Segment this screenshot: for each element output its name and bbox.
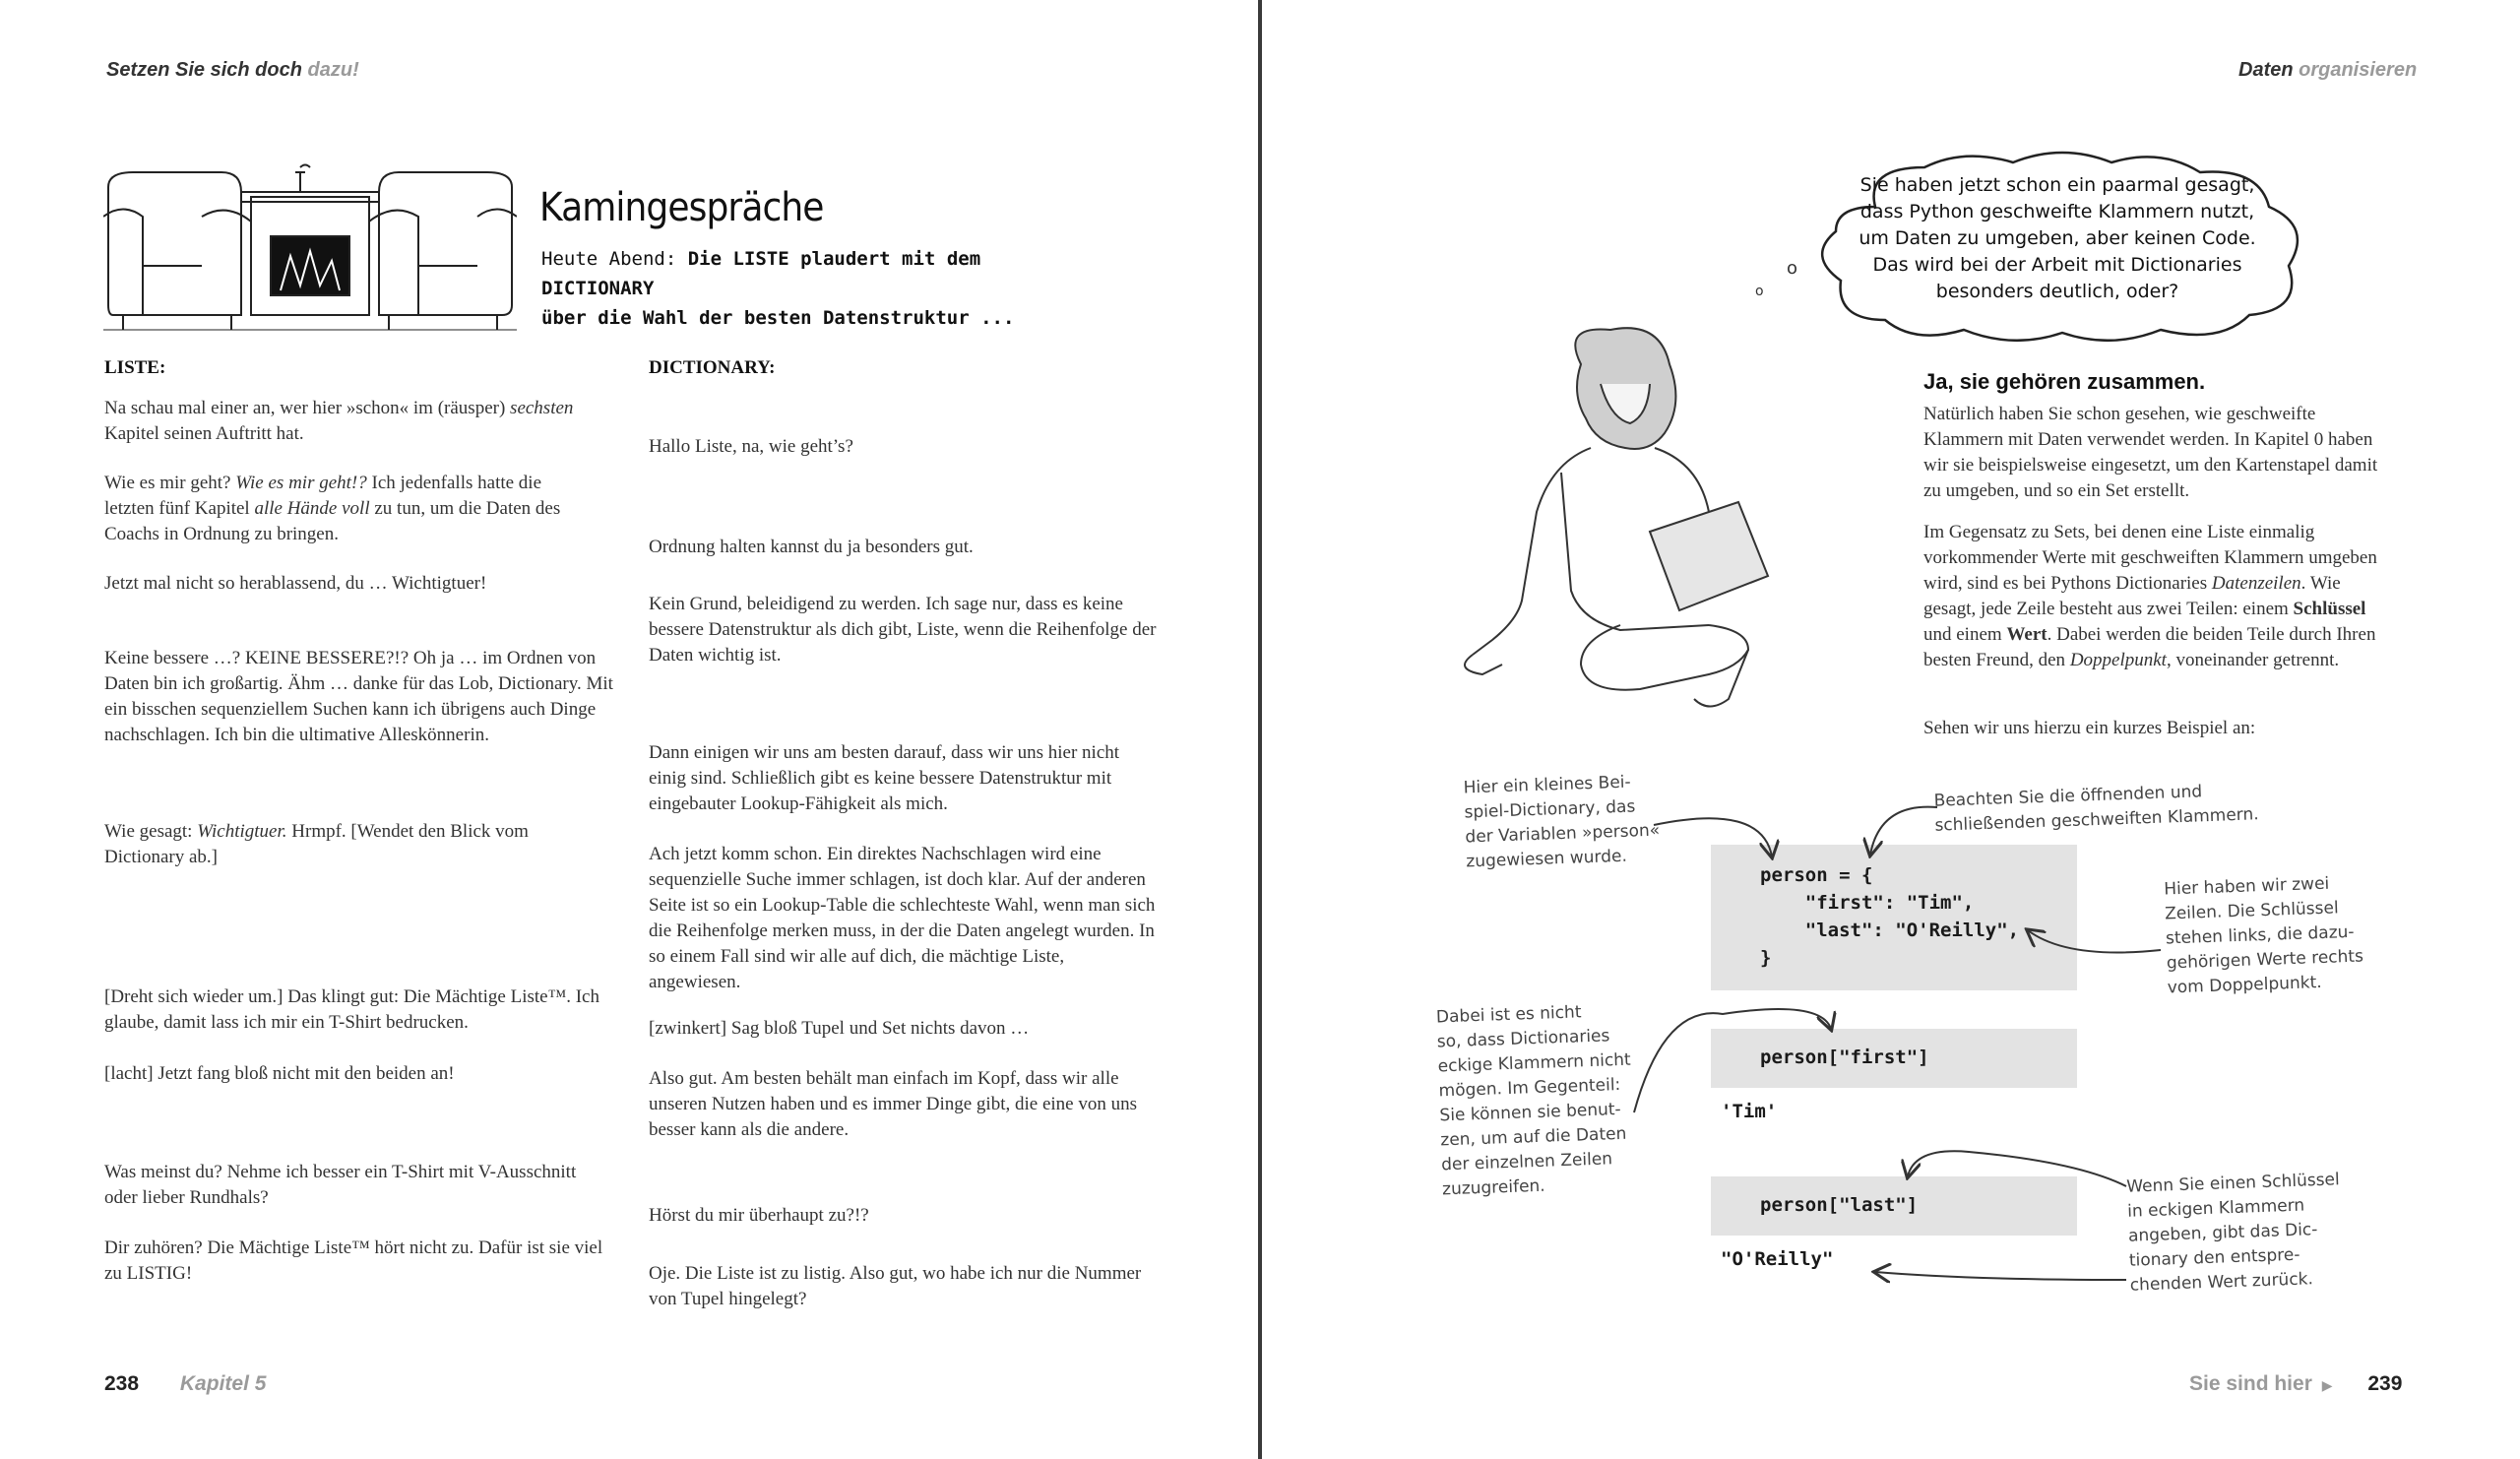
dictionary-speech: Ach jetzt komm schon. Ein direktes Nachschlagen wird eine sequenzielle Suche immer schlagen, ist doch klar. Auf der anderen Seite ist so ein Lookup-Table die schlechteste Wahl, wenn man sich die Reihenfolge merken muss, in der die Daten angelegt wurden. In so einem Fall sind wir alle auf dich, die mächtige Liste, angewiesen. [649,844,1156,992]
code-output-first: 'Tim' [1721,1101,1778,1122]
list-column-heading: LISTE: [104,357,166,378]
code-line: "last": "O'Reilly", [1760,920,2020,941]
thought-bubble-text: Sie haben jetzt schon ein paarmal gesagt, dass Python geschweifte Klammern nutzt, um Daten zu umgeben, aber keinen Code. Das wird bei der Arbeit mit Dictionaries besonders deutlich, oder? [1858,174,2256,302]
code-line: person["last"] [1760,1194,1919,1216]
footer-left [104,1372,266,1396]
annotation-key-lookup: Wenn Sie einen Schlüssel in eckigen Klammern angeben, gibt das Dic- tionary den entspre- chenden Wert zurück. [2125,1170,2341,1296]
list-speech: Na schau mal einer an, wer hier »schon« im (räusper) sechsten Kapitel seinen Auftritt hat. [104,398,574,444]
running-head-muted: organisieren [2299,59,2418,81]
list-speech: Jetzt mal nicht so herablassend, du … Wichtigtuer! [104,573,487,594]
dictionary-speech: Dann einigen wir uns am besten darauf, dass wir uns hier nicht einig sind. Schließlich gibt es keine bessere Datenstruktur mit eingebauter Lookup-Fähigkeit als mich. [649,742,1120,814]
dictionary-speech: Oje. Die Liste ist zu listig. Also gut, wo habe ich nur die Nummer von Tupel hingelegt? [649,1263,1142,1309]
list-speech: [lacht] Jetzt fang bloß nicht mit den beiden an! [104,1063,455,1084]
fireside-sub-line2: über die Wahl der besten Datenstruktur ... [541,307,1015,329]
code-line: person = { [1760,864,1873,886]
dictionary-speech: Hörst du mir überhaupt zu?!? [649,1205,869,1226]
dictionary-speech: Ordnung halten kannst du ja besonders gut. [649,537,974,557]
book-spine [1258,0,1262,1459]
body-paragraph: Im Gegensatz zu Sets, bei denen eine Liste einmalig vorkommender Werte mit geschweiften Klammern umgeben wird, sind es bei Pythons Dictionaries Datenzeilen. Wie gesagt, jede Zeile besteht aus zwei Teilen: einem Schlüssel und einem Wert. Dabei werden die beiden Teile durch Ihren besten Freund, den Doppelpunkt, voneinander getrennt. [1923,522,2377,670]
running-head-left [106,59,359,82]
code-block-dict [1711,845,2077,990]
you-are-here-link[interactable]: Sie sind hier [2189,1372,2312,1395]
page-number-right: 239 [2367,1372,2403,1395]
running-head-right [2238,59,2417,82]
code-line: } [1760,947,1772,969]
list-speech: [Dreht sich wieder um.] Das klingt gut: Die Mächtige Liste™. Ich glaube, damit lass ich mir ein T-Shirt bedrucken. [104,986,599,1033]
code-line: person["first"] [1760,1047,1929,1068]
bubble-dot-small: o [1755,284,1764,299]
list-speech: Wie es mir geht? Wie es mir geht!? Ich jedenfalls hatte die letzten fünf Kapitel alle Hände voll zu tun, um die Daten des Coachs in Ordnung zu bringen. [104,473,561,544]
running-head-muted: dazu! [307,59,359,81]
left-page [0,0,1258,1459]
dictionary-speech: Also gut. Am besten behält man einfach im Kopf, dass wir alle unseren Nutzen haben und es immer Dinge gibt, die eine von uns besser kann als die andere. [649,1068,1137,1140]
fireside-armchairs-illustration [103,158,517,335]
woman-with-laptop-illustration [1414,325,1871,719]
dictionary-speech: Kein Grund, beleidigend zu werden. Ich sage nur, dass es keine bessere Datenstruktur als dich gibt, Liste, wenn die Reihenfolge der Daten wichtig ist. [649,594,1157,666]
bubble-dot-large: o [1787,258,1798,279]
dictionary-speech: [zwinkert] Sag bloß Tupel und Set nichts davon … [649,1018,1030,1039]
body-paragraph: Natürlich haben Sie schon gesehen, wie geschweifte Klammern mit Daten verwendet werden. In Kapitel 0 haben wir sie beispielsweise eingesetzt, um den Kartenstapel damit zu umgeben, und so ein Set erstellt. [1923,404,2378,501]
footer-right [2189,1372,2402,1396]
code-block-lookup-first [1711,1029,2077,1088]
fireside-subtitle [541,244,1093,333]
code-output-last: "O'Reilly" [1721,1248,1834,1270]
body-paragraph: Sehen wir uns hierzu ein kurzes Beispiel an: [1923,718,2256,738]
annotation-example-dict: Hier ein kleines Bei- spiel-Dictionary, das der Variablen »person« zugewiesen wurde. [1463,772,1661,872]
annotation-two-rows: Hier haben wir zwei Zeilen. Die Schlüssel stehen links, die dazu- gehörigen Werte rechts vom Doppelpunkt. [2163,873,2364,998]
fireside-sub-prefix: Heute Abend: [541,248,688,270]
fireside-sub-bold: Die LISTE plaudert mit dem DICTIONARY [541,248,981,299]
running-head-main: Daten [2238,59,2300,81]
dictionary-column-heading: DICTIONARY: [649,357,776,378]
running-head-main: Setzen Sie sich doch [106,59,308,81]
list-speech: Keine bessere …? KEINE BESSERE?!? Oh ja … im Ordnen von Daten bin ich großartig. Ähm … danke für das Lob, Dictionary. Mit ein bisschen sequenziellem Suchen kann ich übrigens auch Dinge nachschlagen. Ich bin die ultimative Alleskönnerin. [104,648,613,745]
annotation-curly-braces: Beachten Sie die öffnenden und schließenden geschweiften Klammern. [1933,782,2259,836]
list-speech: Dir zuhören? Die Mächtige Liste™ hört nicht zu. Dafür ist sie viel zu LISTIG! [104,1237,603,1284]
page-number-left: 238 [104,1372,140,1395]
play-arrow-icon: ▶ [2321,1377,2333,1393]
chapter-label: Kapitel 5 [179,1372,267,1395]
annotation-square-brackets: Dabei ist es nicht so, dass Dictionaries eckige Klammern nicht mögen. Im Gegenteil: Sie können sie benut- zen, um auf die Daten der einzelnen Zeilen zuzugreifen. [1435,1002,1632,1200]
code-line: "first": "Tim", [1760,892,1975,914]
list-speech: Was meinst du? Nehme ich besser ein T-Shirt mit V-Ausschnitt oder lieber Rundhals? [104,1162,577,1208]
fireside-title: Kamingespräche [539,185,824,230]
code-block-lookup-last [1711,1176,2077,1236]
section-heading: Ja, sie gehören zusammen. [1923,369,2206,394]
dictionary-speech: Hallo Liste, na, wie geht’s? [649,436,853,457]
list-speech: Wie gesagt: Wichtigtuer. Hrmpf. [Wendet den Blick vom Dictionary ab.] [104,821,529,867]
